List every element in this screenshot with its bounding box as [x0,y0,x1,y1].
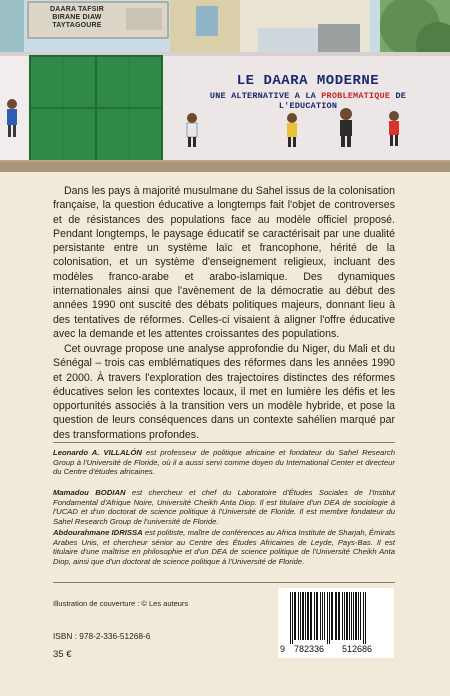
signboard-line: DAARA TAFSIR [49,6,105,13]
barcode-bar [302,592,304,640]
isbn: ISBN : 978-2-336-51268-6 [53,631,151,641]
barcode-bar [335,592,337,640]
barcode-bar [346,592,348,640]
barcode-bars [278,588,394,644]
barcode-bar [329,592,330,644]
back-cover-text [0,172,450,696]
barcode-bar [294,592,296,640]
barcode-bar [320,592,321,640]
school-signboard [34,6,120,30]
barcode-bar [327,592,328,644]
barcode-bar [307,592,309,640]
barcode-digits [278,644,394,656]
author-bio-bodian [53,488,395,526]
barcode-bar [353,592,354,640]
barcode-bar [290,592,291,644]
barcode-first-digit: 9 [280,644,286,654]
blurb-paragraph-2: Cet ouvrage propose une analyse approfondie du Niger, du Mali et du Sénégal – trois cas emblématiques des réformes dans les années 1990 et 2000. À travers l'exploration des trajectoires distinctes des réformes éducatives selon les contextes locaux, il met en lumière les défis et les opportunités associés à la transition vers un modèle hybride, et pose la question de leurs conséquences dans un contexte sahélien marqué par des transformations profondes. [53,343,395,441]
divider [53,582,395,583]
author-name: Mamadou BODIAN [53,488,126,497]
blurb-paragraph-1: Dans les pays à majorité musulmane du Sahel issus de la colonisation française, la question éducative a longtemps fait l'objet de controverses et de résistances des populations face au modèle officiel proposé. Pendant longtemps, le paysage éducatif se caractérisait par une dualité persistante entre un système laïc et francophone, hérité de la colonisation, et un système d'enseignement religieux, incluant des modèles franco-arabe et arabo-islamique. Des dynamiques internationales ainsi que l'avènement de la démocratie au début des années 1990 ont suscité des débats politiques majeurs, donnant lieu à des tentatives de réformes. Celles-ci visaient à aligner l'offre éducative avec la demande et les attentes croissantes des populations. [53,185,395,340]
barcode-bar [322,592,323,640]
barcode [278,588,394,658]
barcode-bar [305,592,306,640]
barcode-bar [292,592,293,644]
barcode-bar [351,592,352,640]
signboard-line: TAYTAGOURE [52,22,102,29]
wall-mural-text [178,74,438,111]
mural-subtitle-line2: L'EDUCATION [278,101,338,111]
mural-subtitle-end: DE [395,91,407,101]
barcode-bar [355,592,357,640]
barcode-bar [358,592,359,640]
barcode-bar [344,592,345,640]
barcode-bar [349,592,350,640]
mural-title: LE DAARA MODERNE [236,73,380,89]
barcode-bar [331,592,333,640]
author-name: Leonardo A. VILLALÓN [53,448,142,457]
author-bio-text: est chercheur et chef du Laboratoire d'Études Sociales de l'Institut Fondamental d'Afrique Noire, Université Cheikh Anta Diop. Il est titulaire d'un DEA de sociologie à l'UCAD et d'un doctorat de science politique à l'Université de Floride. Il est membre fondateur du Sahel Research Group de l'université de Floride. [53,488,395,526]
barcode-bar [338,592,340,640]
barcode-bar [342,592,343,640]
author-bio-text: est politiste, maître de conférences au Africa Institute de Sharjah, Émirats Arabes Unis, et chercheur sénior au Centre des Études Africaines de Leyde, Pays-Bas. Il est titulaire d'une maîtrise en philosophie et d'un DEA de science politique de l'Université Cheikh Anta Diop, ainsi que d'un doctorat de science politique à l'Université de Floride. [53,528,395,566]
barcode-bar [365,592,366,644]
price: 35 € [53,649,72,660]
barcode-bar [316,592,318,640]
signboard-line: BIRANE DIAW [52,14,102,21]
barcode-bar [300,592,301,640]
cover-credit: Illustration de couverture : © Les auteurs [53,599,189,608]
cover-photo [0,0,450,172]
mural-subtitle-highlight: PROBLEMATIQUE [321,91,391,101]
barcode-bar [298,592,299,640]
barcode-bar [324,592,325,640]
author-bio-text: est professeur de politique africaine et fondateur du Sahel Research Group à l'Université de Floride, où il a aussi servi comme doyen du International Center et directeur du Centre d'études africaines. [53,448,396,476]
barcode-bar [363,592,364,644]
barcode-bar [360,592,361,640]
mural-subtitle [178,91,438,101]
mural-subtitle-start: UNE ALTERNATIVE A LA [209,91,316,101]
author-bio-idrissa [53,528,395,566]
barcode-bar [314,592,315,640]
author-name: Abdourahmane IDRISSA [53,528,143,537]
barcode-bar [310,592,312,640]
barcode-left-group: 782336 [294,644,325,654]
barcode-right-group: 512686 [342,644,373,654]
divider [53,442,395,443]
author-bio-villalon [53,448,395,477]
